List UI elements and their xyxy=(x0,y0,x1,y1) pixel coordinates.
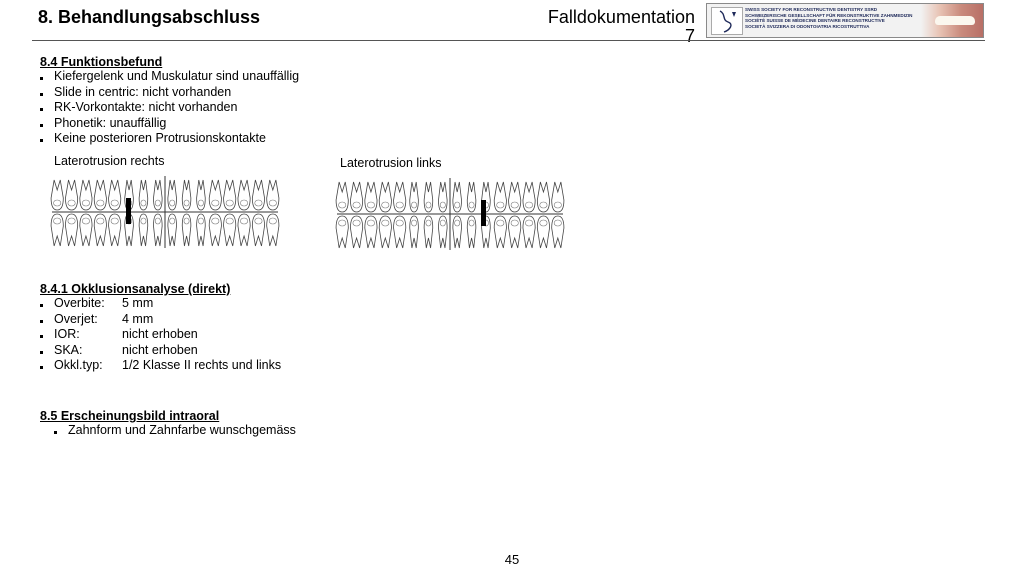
kv-value: 5 mm xyxy=(122,296,154,310)
lower-tooth xyxy=(139,214,148,246)
lower-tooth xyxy=(439,216,448,248)
upper-tooth xyxy=(379,182,391,212)
smile-photo xyxy=(921,4,983,37)
upper-tooth xyxy=(439,182,448,212)
lower-tooth xyxy=(80,214,92,246)
upper-tooth xyxy=(209,180,221,210)
lower-tooth xyxy=(509,216,521,248)
upper-tooth xyxy=(139,180,148,210)
kv-value: nicht erhoben xyxy=(122,342,198,357)
upper-tooth xyxy=(509,182,521,212)
okklusionsanalyse-section xyxy=(40,282,281,374)
upper-tooth xyxy=(197,180,206,210)
contact-marker xyxy=(481,200,486,226)
upper-tooth xyxy=(238,180,250,210)
kv-row xyxy=(38,358,281,374)
section-heading: 8.5 Erscheinungsbild intraoral xyxy=(40,409,220,423)
upper-tooth xyxy=(336,182,348,212)
funktionsbefund-section xyxy=(40,55,299,147)
upper-tooth xyxy=(109,180,121,210)
lower-tooth xyxy=(537,216,549,248)
lower-tooth xyxy=(552,216,564,248)
list-item: Slide in centric: nicht vorhanden xyxy=(38,85,299,101)
lower-tooth xyxy=(182,214,191,246)
list-item: RK-Vorkontakte: nicht vorhanden xyxy=(38,100,299,116)
upper-tooth xyxy=(154,180,163,210)
kv-value: 4 mm xyxy=(122,311,154,326)
page-title: 8. Behandlungsabschluss xyxy=(38,7,261,27)
dental-chart-right xyxy=(50,174,280,250)
upper-tooth xyxy=(537,182,549,212)
lower-tooth xyxy=(168,214,177,246)
lower-tooth xyxy=(209,214,221,246)
upper-tooth xyxy=(350,182,362,212)
section-heading: 8.4 Funktionsbefund xyxy=(40,55,163,69)
list-item: Phonetik: unauffällig xyxy=(38,116,299,132)
lower-tooth xyxy=(467,216,476,248)
lower-tooth xyxy=(523,216,535,248)
lower-tooth xyxy=(197,214,206,246)
erscheinungsbild-section xyxy=(40,409,296,439)
lower-tooth xyxy=(365,216,377,248)
kv-row xyxy=(38,327,281,343)
document-number: 7 xyxy=(684,26,695,46)
lower-tooth xyxy=(424,216,433,248)
lower-tooth xyxy=(336,216,348,248)
upper-tooth xyxy=(394,182,406,212)
lower-tooth xyxy=(65,214,77,246)
upper-tooth xyxy=(51,180,63,210)
lower-tooth xyxy=(224,214,236,246)
lower-tooth xyxy=(51,214,63,246)
upper-tooth xyxy=(252,180,264,210)
upper-tooth xyxy=(267,180,279,210)
list-item: Keine posterioren Protrusionskontakte xyxy=(38,131,299,147)
contact-marker xyxy=(126,198,131,224)
upper-tooth xyxy=(424,182,433,212)
upper-tooth xyxy=(467,182,476,212)
upper-tooth xyxy=(453,182,462,212)
lower-tooth xyxy=(379,216,391,248)
upper-tooth xyxy=(494,182,506,212)
header-divider xyxy=(32,40,985,41)
upper-tooth xyxy=(182,180,191,210)
lower-tooth xyxy=(394,216,406,248)
lower-tooth xyxy=(154,214,163,246)
lower-tooth xyxy=(453,216,462,248)
kv-value: 1/2 Klasse II rechts und links xyxy=(122,358,282,372)
upper-tooth xyxy=(80,180,92,210)
lower-tooth xyxy=(410,216,419,248)
upper-tooth xyxy=(365,182,377,212)
page-number: 45 xyxy=(504,552,520,567)
kv-key: Overbite: xyxy=(54,296,105,310)
upper-tooth xyxy=(523,182,535,212)
dental-chart-left xyxy=(335,176,565,252)
logo-line: SCHWEIZERISCHE GESELLSCHAFT FÜR REKONSTRUKTIVE ZAHNMEDIZIN xyxy=(745,12,913,18)
lower-tooth xyxy=(94,214,106,246)
upper-tooth xyxy=(410,182,419,212)
upper-tooth xyxy=(65,180,77,210)
kv-key: IOR: xyxy=(54,327,80,341)
kv-row xyxy=(38,296,281,312)
laterotrusion-right-label: Laterotrusion rechts xyxy=(54,154,165,168)
kv-value: nicht erhoben xyxy=(122,327,198,341)
ssrd-logo xyxy=(706,3,984,38)
list-item: Kiefergelenk und Muskulatur sind unauffällig xyxy=(38,69,299,85)
logo-line: SOCIETÀ SVIZZERA DI ODONTOIATRIA RICOSTRUTTIVA xyxy=(745,23,870,29)
lower-tooth xyxy=(494,216,506,248)
logo-line: SOCIÉTÉ SUISSE DE MÉDECINE DENTAIRE RECONSTRUCTIVE xyxy=(745,18,885,24)
logo-line: SWISS SOCIETY FOR RECONSTRUCTIVE DENTISTRY SSRD xyxy=(745,7,878,12)
lower-tooth xyxy=(238,214,250,246)
kv-key: Overjet: xyxy=(54,311,98,326)
section-heading: 8.4.1 Okklusionsanalyse (direkt) xyxy=(40,282,231,296)
document-label-text: Falldokumentation xyxy=(547,7,695,27)
lower-tooth xyxy=(267,214,279,246)
list-item: Zahnform und Zahnfarbe wunschgemäss xyxy=(52,423,296,439)
kv-key: Okkl.typ: xyxy=(54,358,103,372)
kv-row xyxy=(38,343,281,359)
lower-tooth xyxy=(109,214,121,246)
upper-tooth xyxy=(168,180,177,210)
lower-tooth xyxy=(252,214,264,246)
logo-text xyxy=(745,7,912,29)
upper-tooth xyxy=(552,182,564,212)
society-emblem-icon xyxy=(711,7,743,35)
lower-tooth xyxy=(350,216,362,248)
upper-tooth xyxy=(94,180,106,210)
upper-tooth xyxy=(224,180,236,210)
laterotrusion-left-label: Laterotrusion links xyxy=(340,156,442,170)
kv-key: SKA: xyxy=(54,342,83,357)
kv-row xyxy=(38,312,281,328)
